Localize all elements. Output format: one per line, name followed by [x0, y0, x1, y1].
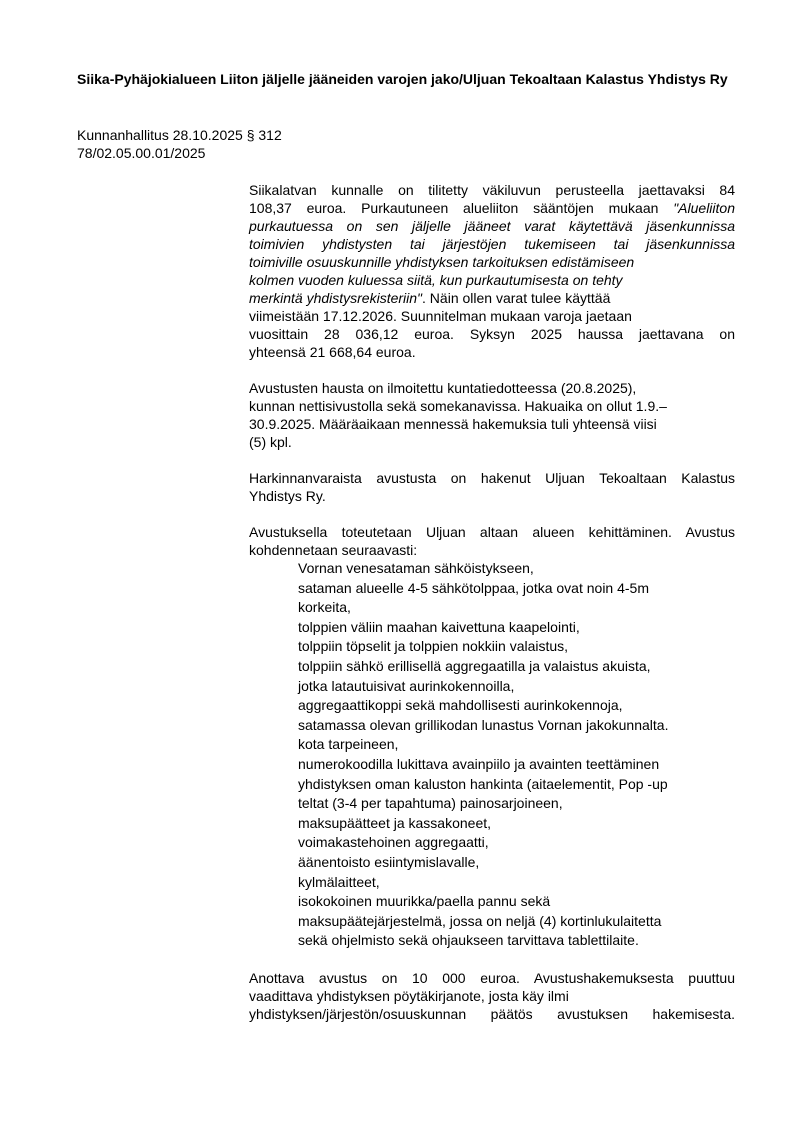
paragraph-amount	[249, 969, 735, 1023]
text-line: yhteensä 21 668,64 euroa.	[249, 344, 416, 360]
paragraph-applicant	[249, 469, 735, 505]
text-line: Yhdistys Ry.	[249, 488, 326, 504]
list-item: teltat (3-4 per tapahtuma) painosarjoineen,	[298, 795, 563, 812]
list-item: isokokoinen muurikka/paella pannu sekä	[298, 893, 551, 910]
meeting-info	[77, 126, 477, 162]
quote-segment: "Alueliiton	[673, 200, 735, 216]
text-line: Siikalatvan kunnalle on tilitetty väkiluvun perusteella jaettavaksi 84	[249, 182, 735, 198]
quote-line: toimiville osuuskunnille yhdistyksen tarkoituksen edistämiseen	[249, 254, 635, 270]
list-item: sataman alueelle 4-5 sähkötolppaa, jotka ovat noin 4-5m	[298, 579, 649, 596]
text-line: vuosittain 28 036,12 euroa. Syksyn 2025 haussa jaettavana on	[249, 326, 735, 342]
quote-line: kolmen vuoden kuluessa siitä, kun purkautumisesta on tehty	[249, 272, 623, 288]
text-line	[249, 289, 735, 307]
text-line: yhdistyksen/järjestön/osuuskunnan päätös avustuksen hakemisesta.	[249, 1005, 735, 1022]
text-line: kunnan nettisivustolla sekä somekanavissa. Hakuaika on ollut 1.9.–	[249, 398, 667, 414]
record-id: 78/02.05.00.01/2025	[77, 145, 206, 161]
list-item: voimakastehoinen aggregaatti,	[298, 834, 489, 851]
list-item: jotka latautuisivat aurinkokennoilla,	[298, 677, 515, 694]
list-item: kota tarpeineen,	[298, 736, 399, 753]
list-item: äänentoisto esiintymislavalle,	[298, 853, 480, 870]
meeting-body-date: Kunnanhallitus 28.10.2025 § 312	[77, 127, 282, 143]
text-line: Avustuksella toteutetaan Uljuan altaan alueen kehittäminen. Avustus	[249, 524, 735, 540]
list-item: satamassa olevan grillikodan lunastus Vornan jakokunnalta.	[298, 716, 669, 733]
list-item: aggregaattikoppi sekä mahdollisesti aurinkokennoja,	[298, 697, 623, 714]
quote-line: purkautuessa on sen jäljelle jääneet varat käytettävä jäsenkunnissa	[249, 218, 735, 234]
paragraph-purpose	[249, 523, 735, 559]
text-line: vaadittava yhdistyksen pöytäkirjanote, josta käy ilmi	[249, 987, 569, 1004]
text-line: viimeistään 17.12.2026. Suunnitelman mukaan varoja jaetaan	[249, 308, 632, 324]
text-line: Avustusten hausta on ilmoitettu kuntatiedotteessa (20.8.2025),	[249, 380, 637, 396]
list-item: korkeita,	[298, 599, 351, 616]
list-item: tolppiin töpselit ja tolppien nokkiin valaistus,	[298, 638, 569, 655]
quote-segment: merkintä yhdistysrekisteriin"	[249, 290, 423, 306]
list-item: Vornan venesataman sähköistykseen,	[298, 560, 534, 576]
list-item: tolppiin sähkö erillisellä aggregaatilla ja valaistus akuista,	[298, 657, 651, 674]
text-line: kohdennetaan seuraavasti:	[249, 542, 418, 558]
list-item: tolppien väliin maahan kaivettuna kaapelointi,	[298, 618, 580, 635]
list-item: yhdistyksen oman kaluston hankinta (aitaelementit, Pop -up	[298, 775, 668, 792]
text-segment: 108,37 euroa. Purkautuneen alueliiton sääntöjen mukaan	[249, 200, 674, 216]
list-item: numerokoodilla lukittava avainpiilo ja avainten teettäminen	[298, 755, 660, 772]
text-line: Harkinnanvaraista avustusta on hakenut Uljuan Tekoaltaan Kalastus	[249, 470, 735, 486]
list-item: kylmälaitteet,	[298, 873, 380, 890]
list-item: sekä ohjelmisto sekä ohjaukseen tarvittava tablettilaite.	[298, 932, 639, 949]
grant-target-list	[249, 559, 735, 951]
list-item: maksupäätejärjestelmä, jossa on neljä (4) kortinlukulaitetta	[298, 912, 662, 929]
document-body	[249, 181, 735, 1023]
document-title: Siika-Pyhäjokialueen Liiton jäljelle jääneiden varojen jako/Uljuan Tekoaltaan Kalastus Yhdistys Ry	[77, 71, 728, 87]
text-line: 30.9.2025. Määräaikaan mennessä hakemuksia tuli yhteensä viisi	[249, 416, 657, 432]
list-item: maksupäätteet ja kassakoneet,	[298, 814, 492, 831]
quote-line: toimivien yhdistysten tai järjestöjen tukemiseen tai jäsenkunnissa	[249, 236, 735, 252]
text-line	[249, 199, 735, 217]
paragraph-funds	[249, 181, 735, 361]
text-line: (5) kpl.	[249, 434, 292, 450]
text-segment: . Näin ollen varat tulee käyttää	[422, 290, 611, 306]
paragraph-application-period	[249, 379, 735, 451]
text-line: Anottava avustus on 10 000 euroa. Avustushakemuksesta puuttuu	[249, 969, 735, 986]
